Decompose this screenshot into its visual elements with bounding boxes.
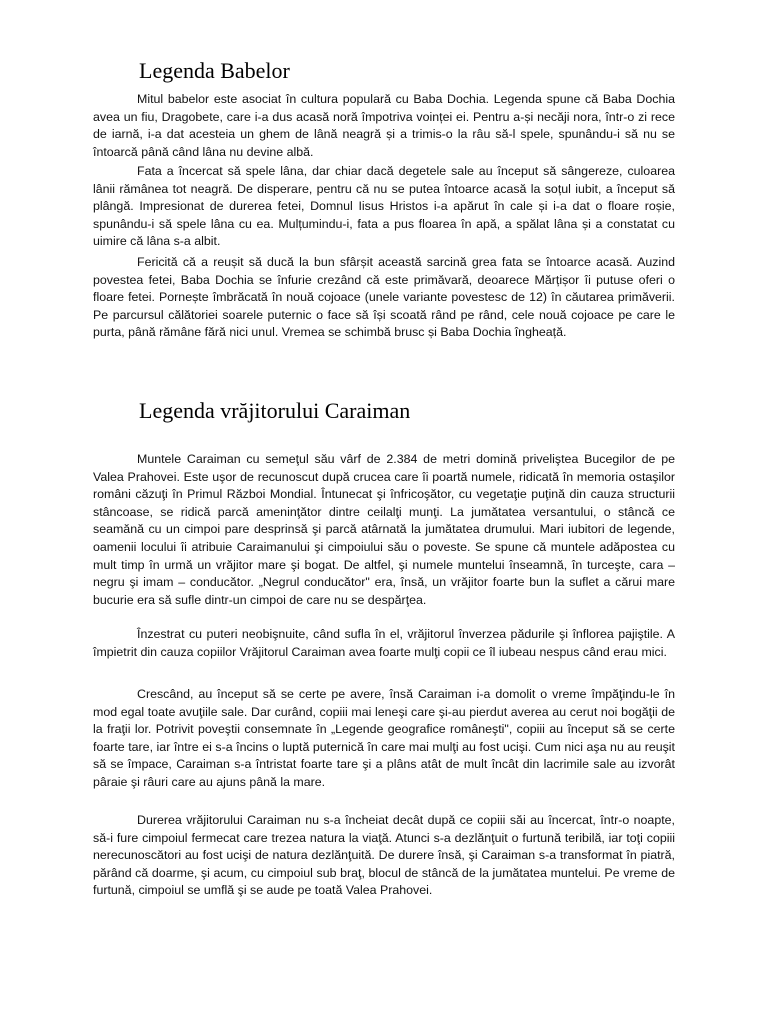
paragraph: Crescând, au început să se certe pe avere, însă Caraiman i-a domolit o vreme împăţindu-le în mod egal toate avuţiile sale. Dar curând, copiii mai leneşi care şi-au pierdut averea au cerut noi bogăţii de la fraţii lor. Potrivit poveştii consemnate în „Legende geografice româneşti", copiii au început să se certe foarte tare, iar între ei s-a încins o luptă puternică în care mai mulţi au fost ucişi. Cum nici aşa nu au reuşit să se împace, Caraiman s-a întristat foarte tare şi a plâns atât de mult încât din lacrimile sale au izvorât pâraie şi râuri care au ajuns până la mare. — [93, 687, 675, 789]
paragraph: Înzestrat cu puteri neobişnuite, când sufla în el, vrăjitorul înverzea pădurile şi înflorea pajiştile. A împietrit din cauza copiilor Vrăjitorul Caraiman avea foarte mulţi copii ce îl iubeau nespus când erau mici. — [93, 627, 675, 659]
paragraph: Muntele Caraiman cu semeţul său vârf de 2.384 de metri domină priveliştea Bucegilor de pe Valea Prahovei. Este uşor de recunoscut după crucea care îi poartă numele, ridicată în memoria ostaşilor români căzuţi în Primul Război Mondial. Întunecat şi înfricoşător, cu vegetaţie puţină din cauza structurii stâncoase, se ridică parcă ameninţător dintre ceilalţi munţi. La jumătatea versantului, o stâncă ce seamănă cu un cimpoi pare desprinsă şi parcă atârnată la jumătatea drumului. Mari iubitori de legende, oamenii locului îi atribuie Caraimanului şi cimpoiului său o poveste. Se spune că muntele adăpostea cu mult timp în urmă un vrăjitor mare şi bogat. De altfel, şi numele muntelui înseamnă, în turceşte, cara – negru şi imam – conducător. „Negrul conducător" era, însă, un vrăjitor foarte bun la suflet a cărui mare bucurie era să sufle dintr-un cimpoi de care nu se despărţea. — [93, 452, 675, 607]
paragraph: Fericită că a reușit să ducă la bun sfârșit această sarcină grea fata se întoarce acasă. Auzind povestea fetei, Baba Dochia se înfurie crezând că este primăvară, deoarece Mărțișor îi putuse oferi o floare fetei. Pornește îmbrăcată în nouă cojoace (unele variante povestesc de 12) în căutarea primăverii. Pe parcursul călătoriei soarele puternic o face să își scoată rând pe rând, cele nouă cojoace pe care le purta, până rămâne fără nici unul. Vremea se schimbă brusc și Baba Dochia îngheață. — [93, 255, 675, 340]
section-title-caraiman: Legenda vrăjitorului Caraiman — [139, 398, 411, 423]
section-title-babelor: Legenda Babelor — [139, 58, 290, 83]
paragraph: Mitul babelor este asociat în cultura populară cu Baba Dochia. Legenda spune că Baba Dochia avea un fiu, Dragobete, care i-a dus acasă noră împotriva voinței ei. Pentru a-și necăji nora, într-o zi rece de iarnă, i-a dat acesteia un ghem de lână neagră și a trimis-o la râu să-l spele, spunându-i să nu se întoarcă până când lâna nu devine albă. — [93, 92, 675, 159]
paragraph: Fata a încercat să spele lâna, dar chiar dacă degetele sale au început să sângereze, culoarea lânii rămânea tot neagră. De disperare, pentru că nu se putea întoarce acasă la soțul iubit, a început să plângă. Impresionat de durerea fetei, Domnul Iisus Hristos i-a apărut în cale și i-a dat o floare roșie, spunându-i să spele lâna cu ea. Mulțumindu-i, fata a pus floarea în apă, a spălat lâna și a constatat cu uimire că lâna s-a albit. — [93, 164, 675, 249]
paragraph: Durerea vrăjitorului Caraiman nu s-a încheiat decât după ce copiii săi au încercat, într-o noapte, să-i fure cimpoiul fermecat care trezea natura la viaţă. Atunci s-a dezlănţuit o furtună teribilă, iar toţi copiii nerecunoscători au fost ucişi de natura dezlănţuită. De durere însă, şi Caraiman s-a transformat în piatră, părând că doarme, şi acum, cu cimpoiul sub braţ, blocul de stâncă de la jumătatea muntelui. Pe vreme de furtună, cimpoiul se umflă şi se aude pe toată Valea Prahovei. — [93, 813, 675, 898]
